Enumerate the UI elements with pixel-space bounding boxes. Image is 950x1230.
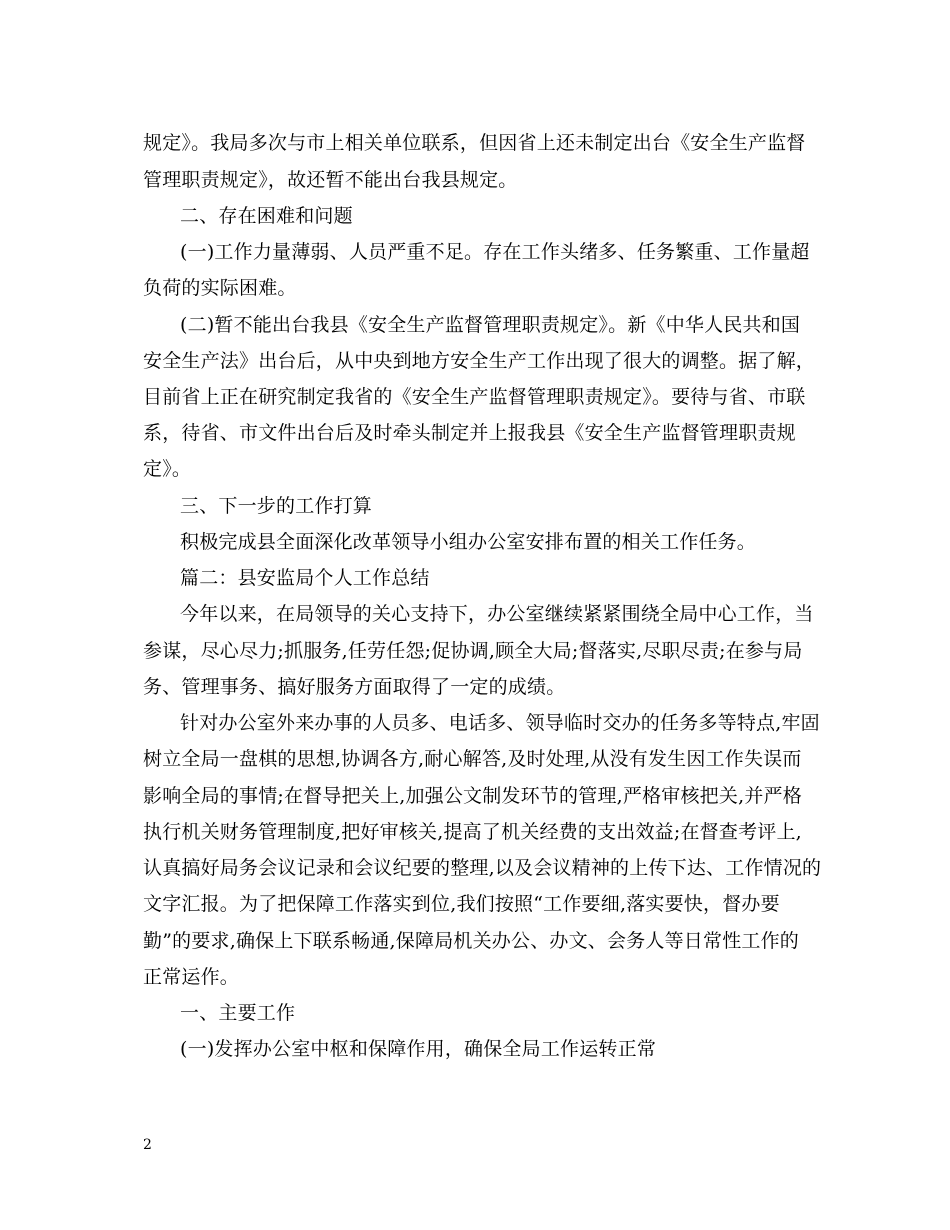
- page-number: 2: [143, 1137, 152, 1153]
- text-line: 正常运作。: [143, 966, 240, 988]
- text-line: 务、管理事务、搞好服务方面取得了一定的成绩。: [143, 676, 566, 698]
- section-heading: 三、下一步的工作打算: [180, 495, 373, 517]
- text-line: 目前省上正在研究制定我省的《安全生产监督管理职责规定》。要待与省、市联: [143, 386, 806, 408]
- text-line: 参谋，尽心尽力;抓服务,任劳任怨;促协调,顾全大局;督落实,尽职尽责;在参与局: [143, 640, 803, 662]
- text-line: 管理职责规定》，故还暂不能出台我县规定。: [143, 169, 518, 191]
- text-line: 文字汇报。为了把保障工作落实到位,我们按照“工作要细,落实要快，督办要: [143, 893, 780, 915]
- text-line: (二)暂不能出台我县《安全生产监督管理职责规定》。新《中华人民共和国: [180, 314, 801, 336]
- text-line: (一)发挥办公室中枢和保障作用，确保全局工作运转正常: [180, 1038, 657, 1060]
- section-heading: 二、存在困难和问题: [180, 205, 353, 227]
- text-line: 勤”的要求,确保上下联系畅通,保障局机关办公、办文、会务人等日常性工作的: [143, 930, 799, 952]
- text-line: (一)工作力量薄弱、人员严重不足。存在工作头绪多、任务繁重、工作量超: [180, 241, 810, 263]
- section-heading: 一、主要工作: [180, 1002, 296, 1024]
- text-line: 针对办公室外来办事的人员多、电话多、领导临时交办的任务多等特点,牢固: [180, 712, 820, 734]
- text-line: 系，待省、市文件出台后及时牵头制定并上报我县《安全生产监督管理职责规: [143, 422, 796, 444]
- text-line: 影响全局的事情;在督导把关上,加强公文制发环节的管理,严格审核把关,并严格: [143, 785, 802, 807]
- text-line: 今年以来，在局领导的关心支持下，办公室继续紧紧围绕全局中心工作，当: [180, 603, 814, 625]
- text-line: 安全生产法》出台后，从中央到地方安全生产工作出现了很大的调整。据了解，: [143, 350, 816, 372]
- text-line: 认真搞好局务会议记录和会议纪要的整理,以及会议精神的上传下达、工作情况的: [143, 857, 822, 879]
- section-heading: 篇二：县安监局个人工作总结: [180, 567, 430, 589]
- text-line: 树立全局一盘棋的思想,协调各方,耐心解答,及时处理,从没有发生因工作失误而: [143, 748, 802, 770]
- text-line: 规定》。我局多次与市上相关单位联系，但因省上还未制定出台《安全生产监督: [143, 132, 806, 154]
- text-line: 负荷的实际困难。: [143, 277, 297, 299]
- text-line: 积极完成县全面深化改革领导小组办公室安排布置的相关工作任务。: [180, 531, 757, 553]
- text-line: 定》。: [143, 458, 192, 480]
- text-line: 执行机关财务管理制度,把好审核关,提高了机关经费的支出效益;在督查考评上,: [143, 821, 802, 843]
